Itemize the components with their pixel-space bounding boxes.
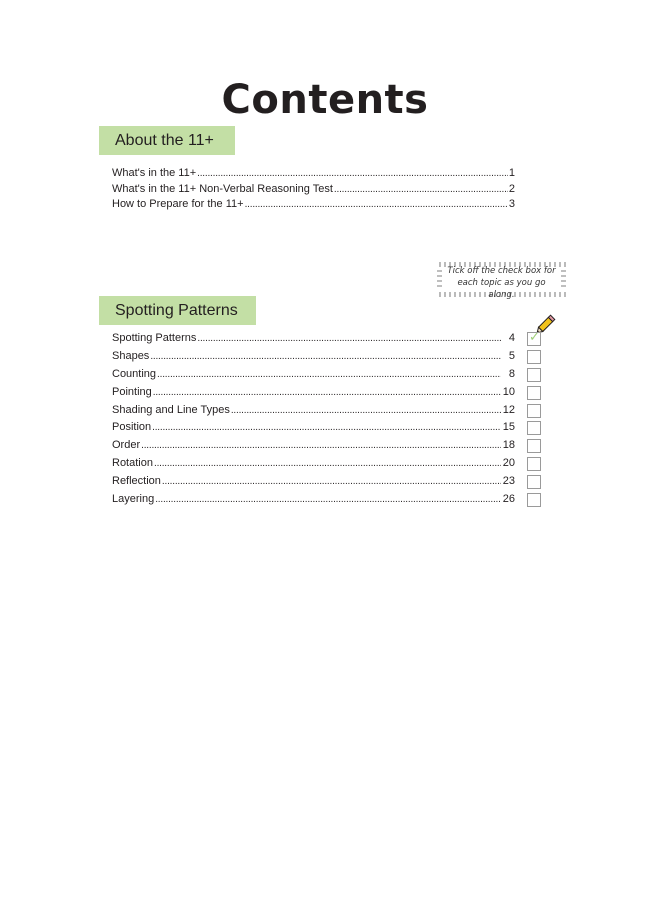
toc-entry[interactable] bbox=[112, 368, 515, 386]
section-header-about: About the 11+ bbox=[99, 126, 235, 155]
topic-checkbox[interactable] bbox=[527, 475, 541, 489]
toc-entry[interactable] bbox=[112, 183, 515, 199]
toc-entry-label: Counting bbox=[112, 367, 157, 380]
toc-entry[interactable] bbox=[112, 439, 515, 457]
topic-checkbox[interactable] bbox=[527, 368, 541, 382]
toc-list-about bbox=[112, 167, 515, 214]
toc-entry-label: How to Prepare for the 11+ bbox=[112, 198, 244, 210]
toc-entry[interactable] bbox=[112, 386, 515, 404]
tick-off-note bbox=[436, 259, 567, 300]
toc-entry-label: What's in the 11+ Non-Verbal Reasoning Test bbox=[112, 182, 333, 195]
check-icon: ✓ bbox=[529, 330, 540, 345]
toc-entry-page: 5 bbox=[508, 349, 515, 362]
section-header-spotting-patterns: Spotting Patterns bbox=[99, 296, 256, 325]
leader-dots bbox=[153, 387, 501, 398]
toc-entry-page: 3 bbox=[508, 198, 515, 210]
toc-entry-label: Shading and Line Types bbox=[112, 403, 230, 416]
leader-dots bbox=[245, 199, 508, 210]
toc-entry-page: 20 bbox=[502, 457, 515, 470]
toc-entry-page: 2 bbox=[508, 182, 515, 195]
toc-entry[interactable] bbox=[112, 457, 515, 475]
toc-entry[interactable] bbox=[112, 167, 515, 183]
toc-entry[interactable] bbox=[112, 198, 515, 214]
toc-entry[interactable] bbox=[112, 421, 515, 439]
toc-list-spotting-patterns bbox=[112, 332, 515, 511]
page-title: Contents bbox=[221, 76, 429, 123]
leader-dots bbox=[152, 422, 501, 433]
topic-checkbox[interactable] bbox=[527, 493, 541, 507]
toc-entry-page: 1 bbox=[508, 167, 515, 179]
topic-checkbox[interactable] bbox=[527, 386, 541, 400]
toc-entry-page: 12 bbox=[502, 403, 515, 416]
checkbox-column bbox=[527, 332, 541, 511]
toc-entry-label: What's in the 11+ bbox=[112, 167, 197, 179]
topic-checkbox[interactable] bbox=[527, 404, 541, 418]
toc-entry-label: Shapes bbox=[112, 349, 150, 362]
leader-dots bbox=[141, 440, 501, 451]
toc-entry[interactable] bbox=[112, 332, 515, 350]
toc-entry[interactable] bbox=[112, 404, 515, 422]
toc-entry-label: Spotting Patterns bbox=[112, 332, 197, 344]
toc-entry[interactable] bbox=[112, 475, 515, 493]
toc-entry-label: Rotation bbox=[112, 457, 153, 470]
toc-entry-label: Order bbox=[112, 439, 141, 452]
leader-dots bbox=[150, 351, 501, 362]
toc-entry-label: Pointing bbox=[112, 385, 152, 398]
topic-checkbox[interactable] bbox=[527, 439, 541, 453]
leader-dots bbox=[231, 405, 501, 416]
topic-checkbox[interactable] bbox=[527, 421, 541, 435]
leader-dots bbox=[197, 333, 501, 344]
leader-dots bbox=[197, 168, 508, 179]
toc-entry-page: 23 bbox=[502, 475, 515, 488]
leader-dots bbox=[157, 369, 501, 380]
toc-entry[interactable] bbox=[112, 350, 515, 368]
topic-checkbox[interactable] bbox=[527, 350, 541, 364]
toc-entry-page: 4 bbox=[508, 332, 515, 344]
note-line-1: Tick off the check box for bbox=[447, 266, 556, 276]
toc-entry-page: 10 bbox=[502, 385, 515, 398]
toc-entry-page: 15 bbox=[502, 421, 515, 434]
toc-entry-label: Position bbox=[112, 421, 152, 434]
topic-checkbox[interactable] bbox=[527, 457, 541, 471]
toc-entry-label: Layering bbox=[112, 493, 155, 506]
toc-entry-page: 8 bbox=[508, 367, 515, 380]
leader-dots bbox=[334, 184, 508, 195]
toc-entry-page: 18 bbox=[502, 439, 515, 452]
toc-entry[interactable] bbox=[112, 493, 515, 511]
toc-entry-page: 26 bbox=[502, 493, 515, 506]
leader-dots bbox=[162, 476, 501, 487]
topic-checkbox-checked[interactable] bbox=[527, 332, 541, 346]
toc-entry-label: Reflection bbox=[112, 475, 161, 488]
note-line-2: each topic as you go along. bbox=[457, 278, 546, 300]
leader-dots bbox=[155, 494, 501, 505]
leader-dots bbox=[154, 458, 501, 469]
